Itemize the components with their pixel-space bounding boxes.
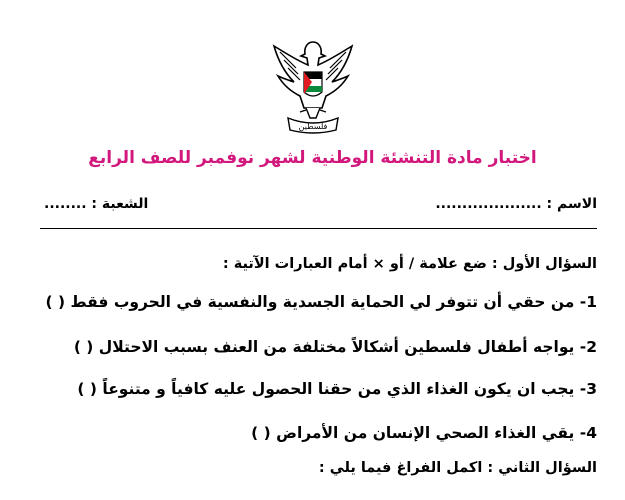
page-title: اختبار مادة التنشئة الوطنية لشهر نوفمبر للصف الرابع <box>88 148 537 168</box>
palestine-eagle-emblem <box>270 38 356 134</box>
item-text: 2- يواجه أطفال فلسطين أشكالاً مختلفة من العنف بسبب الاحتلال <box>98 338 597 356</box>
item-text: 4- يقي الغذاء الصحي الإنسان من الأمراض <box>276 424 597 442</box>
flag-shield <box>304 72 322 96</box>
answer-box: ( ) <box>77 380 97 398</box>
emblem-caption: فلسطين <box>298 122 328 131</box>
item-text: 3- يجب ان يكون الغذاء الذي من حقنا الحصول عليه كافياً و متنوعاً <box>102 380 597 398</box>
question-1-item-1 <box>46 293 597 311</box>
question-2-heading: السؤال الثاني : اكمل الفراغ فيما يلي : <box>318 460 597 476</box>
answer-box: ( ) <box>251 424 271 442</box>
question-1-item-2 <box>74 338 597 356</box>
item-text: 1- من حقي أن تتوفر لي الحماية الجسدية والنفسية في الحروب فقط <box>70 293 597 311</box>
question-1-item-4 <box>251 424 597 442</box>
question-1-item-3 <box>77 380 597 398</box>
header-divider <box>40 228 597 229</box>
answer-box: ( ) <box>45 293 66 311</box>
section-field-label: الشعبة : ........ <box>44 196 149 212</box>
name-field-label: الاسم : .................... <box>435 196 597 212</box>
answer-box: ( ) <box>73 338 94 356</box>
question-1-heading: السؤال الأول : ضع علامة / أو × أمام العبارات الآتية : <box>222 256 597 272</box>
